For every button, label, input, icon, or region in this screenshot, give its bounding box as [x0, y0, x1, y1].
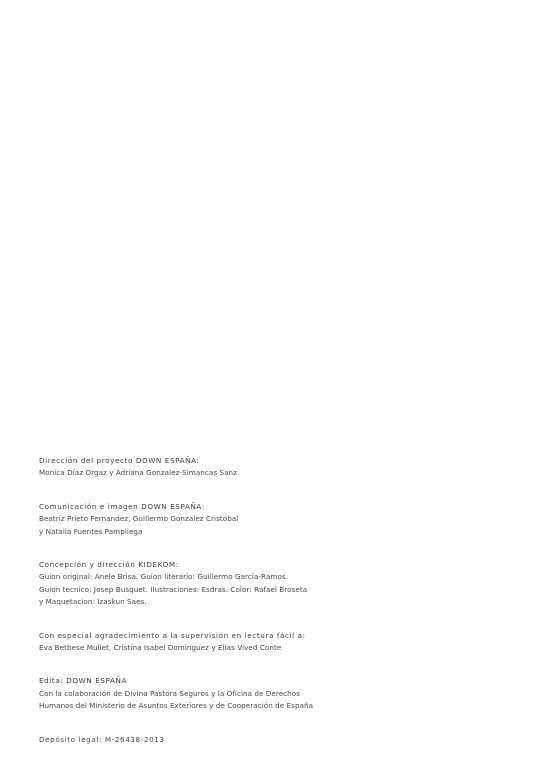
acknowledgement-block: [39, 630, 519, 655]
concept-credits-line-2: Guion tecnico: Josep Busquet. Ilustraciones: Esdras. Color: Rafael Broseta: [39, 584, 308, 594]
acknowledgement-names: Eva Betbese Mullet, Cristina Isabel Dominguez y Elías Vived Conte: [39, 643, 282, 653]
project-direction-heading: Dirección del proyecto DOWN ESPAÑA:: [39, 456, 200, 465]
concept-credits-line-3: y Maquetacion: Izaskun Saes.: [39, 597, 147, 607]
legal-deposit-block: [39, 734, 519, 746]
acknowledgement-heading: Con especial agradecimiento a la supervisión en lectura fácil a:: [39, 630, 306, 640]
publisher-block: [39, 675, 519, 712]
communication-names-line-2: y Natalia Fuentes Pampliega: [39, 526, 143, 536]
concept-direction-block: [39, 559, 519, 609]
project-direction-block: [39, 455, 519, 480]
collaboration-line-2: Humanos del Ministerio de Asuntos Exteriores y de Cooperación de España: [39, 701, 314, 711]
communication-names-line-1: Beatriz Prieto Fernandez, Guillermo Gonzalez Cristobal: [39, 514, 239, 524]
collaboration-line-1: Con la colaboración de Divina Pastora Seguros y la Oficina de Derechos: [39, 688, 301, 698]
concept-credits-line-1: Guion original: Anele Brisa. Guion literario: Guillermo García-Ramos.: [39, 572, 289, 582]
publisher-heading: Edita: DOWN ESPAÑA: [39, 676, 127, 686]
credits-section: [39, 455, 519, 767]
communication-heading: Comunicación e imagen DOWN ESPAÑA:: [39, 501, 205, 511]
communication-block: [39, 501, 519, 538]
concept-direction-heading: Concepción y dirección KIDEKOM:: [39, 560, 179, 570]
project-direction-names: Monica Díaz Orgaz y Adriana Gonzalez-Simancas Sanz: [39, 468, 237, 478]
legal-deposit: Depósito legal: M-26438-2013: [39, 734, 165, 744]
